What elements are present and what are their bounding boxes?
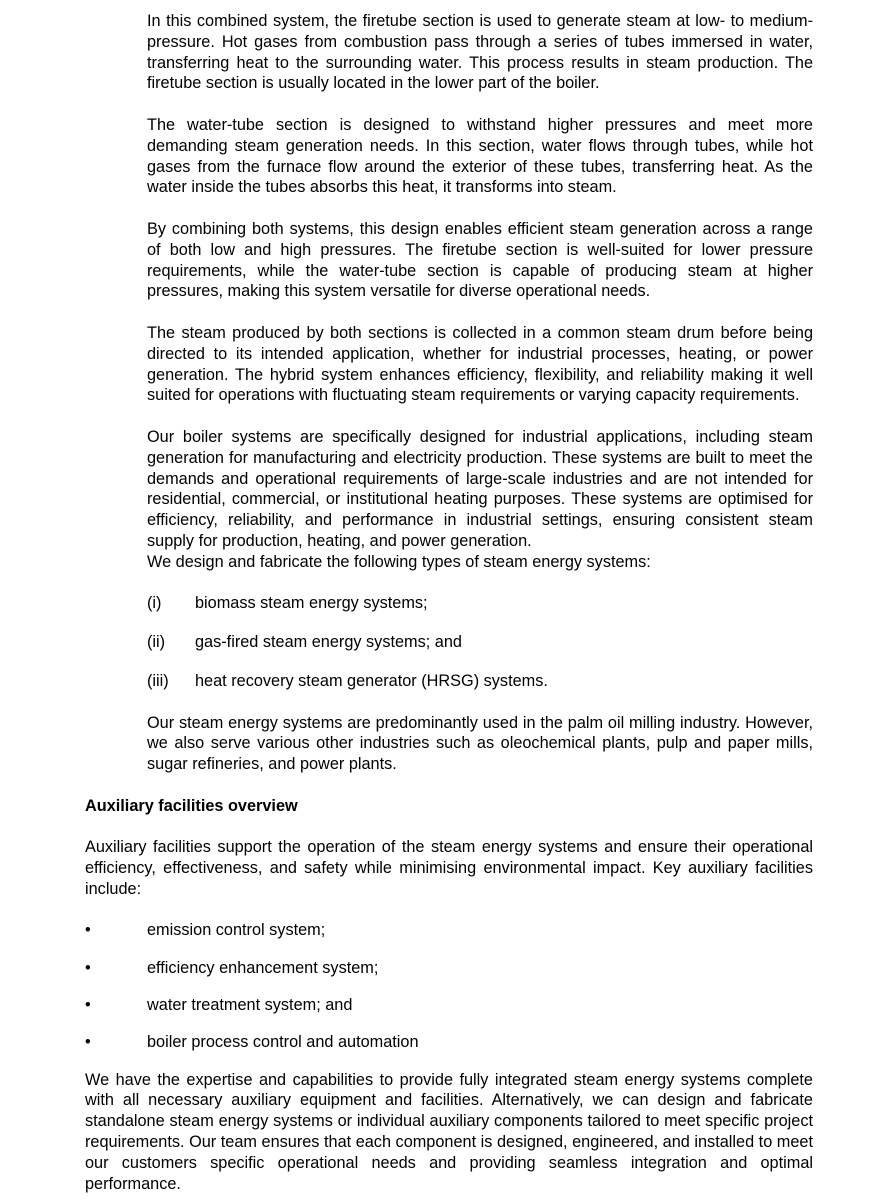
paragraph-watertube-section: The water-tube section is designed to withstand higher pressures and meet more demanding steam generation needs. In this section, water flows through tubes, while hot gases from the furnace flow around the exterior of these tubes, transferring heat. As the water inside the tubes absorbs this heat, it transforms into steam. — [147, 115, 813, 197]
bullet-item-text: efficiency enhancement system; — [147, 958, 379, 977]
bullet-item-efficiency-enhancement — [85, 958, 813, 979]
paragraph-palm-oil-industry: Our steam energy systems are predominantly used in the palm oil milling industry. However, we also serve various other industries such as oleochemical plants, pulp and paper mills, sugar refineries, and power plants. — [147, 713, 813, 774]
bullet-item-emission-control — [85, 920, 813, 941]
bullet-item-text: water treatment system; and — [147, 996, 353, 1015]
paragraph-combined-systems: By combining both systems, this design enables efficient steam generation across a range of both low and high pressures. The firetube section is well-suited for lower pressure requirements, while the water-tube section is capable of producing steam at higher pressures, making this system versatile for diverse operational needs. — [147, 219, 813, 301]
paragraph-steam-drum: The steam produced by both sections is collected in a common steam drum before being directed to its intended application, whether for industrial processes, heating, or power generation. The hybrid system enhances efficiency, flexibility, and reliability making it well suited for operations with fluctuating steam requirements or varying capacity requirements. — [147, 323, 813, 405]
bullet-icon: • — [85, 996, 91, 1015]
paragraph-industrial-applications: Our boiler systems are specifically designed for industrial applications, including steam generation for manufacturing and electricity production. These systems are built to meet the demands and operational requirements of large-scale industries and are not intended for residential, commercial, or institutional heating purposes. These systems are optimised for efficiency, reliability, and performance in industrial settings, ensuring consistent steam supply for production, heating, and power generation. — [147, 427, 813, 550]
list-item-text: biomass steam energy systems; — [195, 594, 428, 613]
bullet-icon: • — [85, 958, 91, 977]
bullet-icon: • — [85, 1033, 91, 1052]
bullet-icon: • — [85, 921, 91, 940]
section-heading-auxiliary-facilities: Auxiliary facilities overview — [85, 796, 298, 815]
list-marker-iii: (iii) — [147, 671, 169, 690]
numbered-list — [85, 593, 813, 691]
paragraph-closing-expertise: We have the expertise and capabilities to provide fully integrated steam energy systems complete with all necessary auxiliary equipment and facilities. Alternatively, we can design and fabricate standalone steam energy systems or individual auxiliary components tailored to meet specific project requirements. Our team ensures that each component is designed, engineered, and installed to meet our customers specific operational needs and providing seamless integration and optimal performance. — [85, 1070, 813, 1193]
bullet-list — [85, 920, 813, 1053]
list-marker-i: (i) — [147, 594, 162, 613]
bullet-item-text: emission control system; — [147, 921, 326, 940]
numbered-item-hrsg — [147, 671, 813, 692]
bullet-item-water-treatment — [85, 995, 813, 1016]
bullet-item-process-control — [85, 1032, 813, 1053]
paragraph-auxiliary-intro: Auxiliary facilities support the operation of the steam energy systems and ensure their operational efficiency, effectiveness, and safety while minimising environmental impact. Key auxiliary facilities include: — [85, 838, 813, 898]
bullet-item-text: boiler process control and automation — [147, 1033, 419, 1052]
list-item-text: heat recovery steam generator (HRSG) systems. — [195, 671, 548, 690]
line-design-fabricate: We design and fabricate the following types of steam energy systems: — [147, 552, 651, 571]
numbered-item-gas-fired — [147, 632, 813, 653]
list-marker-ii: (ii) — [147, 633, 166, 652]
numbered-item-biomass — [147, 593, 813, 614]
paragraph-firetube-section: In this combined system, the firetube section is used to generate steam at low- to medium-pressure. Hot gases from combustion pass through a series of tubes immersed in water, transferring heat to the surrounding water. This process results in steam production. The firetube section is usually located in the lower part of the boiler. — [147, 12, 813, 93]
list-item-text: gas-fired steam energy systems; and — [195, 633, 462, 652]
